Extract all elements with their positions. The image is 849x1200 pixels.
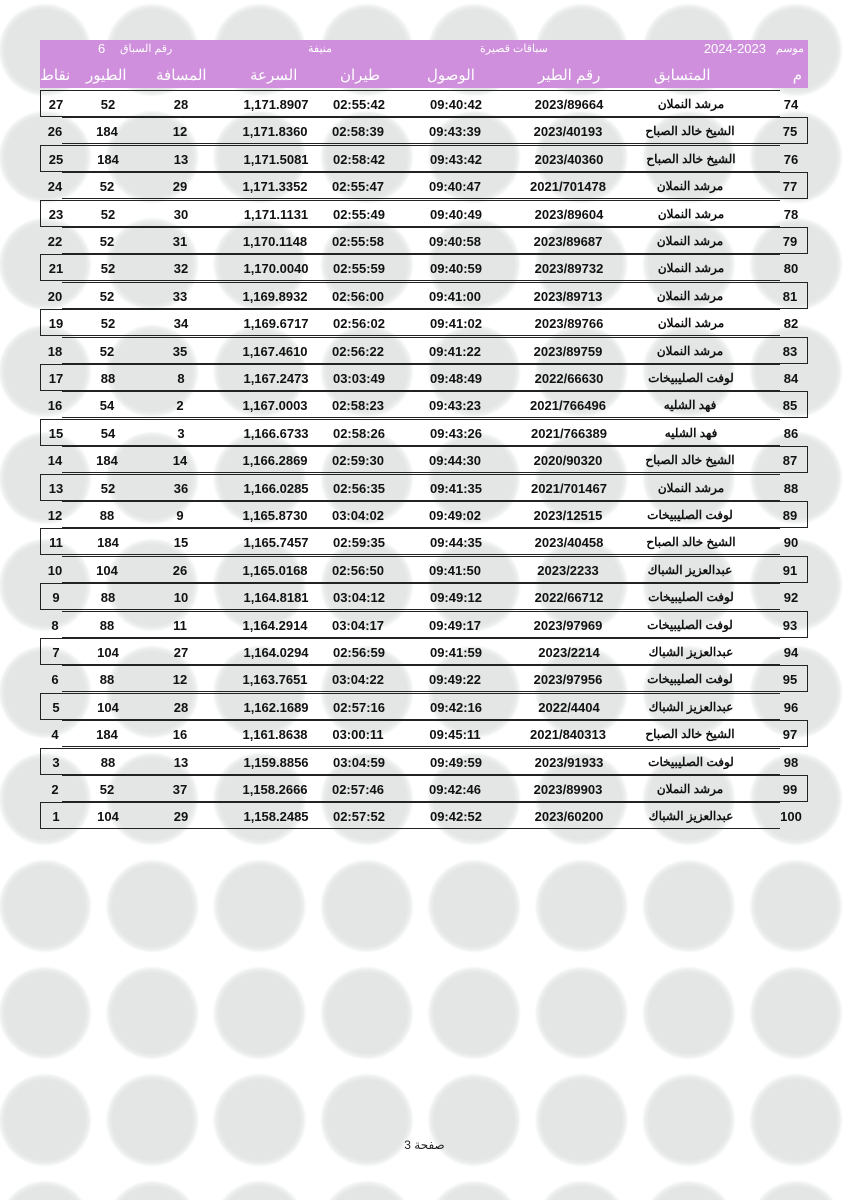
- cell-flight: 02:56:50: [331, 562, 385, 578]
- cell-points: 18: [47, 343, 63, 359]
- cell-competitor: فهد الشليه: [663, 398, 717, 413]
- cell-rank: 98: [783, 754, 799, 770]
- cell-distance: 8: [177, 371, 185, 386]
- cell-ring: 2023/89903: [533, 782, 603, 797]
- cell-birds: 88: [99, 617, 115, 633]
- cell-distance: 29: [173, 809, 189, 825]
- cell-distance: 27: [173, 645, 189, 660]
- cell-rank: 87: [782, 453, 798, 469]
- cell-birds: 88: [100, 754, 116, 770]
- cell-rank: 90: [783, 535, 799, 551]
- table-row: [51, 775, 808, 802]
- cell-flight: 02:59:30: [331, 453, 385, 469]
- table-row: [47, 117, 808, 144]
- cell-rank: 83: [782, 343, 798, 359]
- table-row: [40, 309, 799, 336]
- cell-flight: 03:04:17: [331, 617, 385, 633]
- cell-flight: 03:04:12: [332, 590, 386, 606]
- cell-arrival: 09:43:39: [428, 124, 482, 140]
- cell-speed: 1,165.8730: [242, 508, 308, 523]
- cell-flight: 02:57:46: [331, 782, 385, 797]
- table-row: [40, 693, 799, 720]
- table-row: [40, 638, 799, 665]
- cell-distance: 28: [173, 699, 189, 715]
- cell-ring: 2021/766389: [531, 425, 607, 441]
- cell-flight: 02:56:02: [332, 316, 386, 332]
- cell-distance: 13: [173, 754, 189, 770]
- cell-points: 27: [48, 97, 64, 112]
- table-header: [40, 40, 808, 88]
- cell-competitor: لوفت الصليبيخات: [647, 617, 733, 632]
- cell-competitor: الشيخ خالد الصباح: [645, 727, 735, 742]
- cell-points: 16: [47, 398, 63, 414]
- table-row: [40, 200, 799, 227]
- cell-flight: 02:59:35: [332, 535, 386, 551]
- cell-flight: 02:55:47: [331, 179, 385, 195]
- cell-rank: 75: [782, 124, 798, 140]
- cell-arrival: 09:48:49: [429, 371, 483, 386]
- cell-arrival: 09:44:30: [428, 453, 482, 469]
- cell-speed: 1,163.7651: [242, 672, 308, 688]
- cell-distance: 13: [173, 151, 189, 167]
- cell-speed: 1,166.0285: [243, 480, 309, 496]
- cell-distance: 28: [173, 97, 189, 112]
- cell-rank: 76: [783, 151, 799, 167]
- cell-arrival: 09:42:16: [429, 699, 483, 715]
- col-birds: الطيور: [86, 67, 127, 84]
- cell-points: 20: [47, 288, 63, 304]
- cell-ring: 2023/89604: [534, 206, 604, 222]
- table-row: [40, 528, 799, 555]
- cell-birds: 88: [100, 371, 116, 386]
- cell-points: 9: [52, 590, 60, 606]
- cell-rank: 77: [782, 179, 798, 195]
- race-type: سباقات قصيرة: [480, 43, 548, 55]
- cell-ring: 2023/2214: [538, 645, 600, 660]
- cell-rank: 74: [783, 97, 799, 112]
- cell-birds: 52: [99, 288, 115, 304]
- cell-rank: 85: [782, 398, 798, 414]
- table-row: [40, 364, 799, 391]
- cell-competitor: مرشد النملان: [657, 206, 725, 221]
- cell-ring: 2021/840313: [530, 727, 606, 743]
- cell-birds: 184: [96, 727, 118, 743]
- table-row: [40, 90, 799, 117]
- cell-birds: 52: [99, 179, 115, 195]
- cell-distance: 31: [172, 234, 188, 249]
- cell-points: 23: [48, 206, 64, 222]
- cell-rank: 81: [782, 288, 798, 304]
- page-number: صفحة 3: [404, 1138, 445, 1152]
- cell-birds: 54: [100, 425, 116, 441]
- cell-distance: 11: [173, 617, 187, 633]
- cell-points: 5: [52, 699, 60, 715]
- table-row: [51, 611, 808, 638]
- cell-speed: 1,169.6717: [243, 316, 309, 332]
- cell-ring: 2023/91933: [534, 754, 604, 770]
- cell-arrival: 09:40:47: [428, 179, 482, 195]
- cell-competitor: لوفت الصليبيخات: [648, 754, 734, 769]
- cell-distance: 14: [172, 453, 188, 469]
- cell-competitor: الشيخ خالد الصباح: [646, 535, 736, 550]
- cell-competitor: مرشد النملان: [657, 316, 725, 331]
- cell-competitor: لوفت الصليبيخات: [648, 590, 734, 605]
- col-flight: طيران: [340, 67, 380, 84]
- cell-rank: 89: [782, 508, 798, 523]
- cell-birds: 52: [100, 316, 116, 332]
- cell-ring: 2023/40360: [534, 151, 604, 167]
- cell-flight: 02:58:26: [332, 425, 386, 441]
- cell-distance: 12: [172, 124, 188, 140]
- cell-arrival: 09:41:35: [429, 480, 483, 496]
- cell-speed: 1,171.8907: [243, 97, 309, 112]
- cell-competitor: لوفت الصليبيخات: [648, 371, 734, 385]
- cell-speed: 1,159.8856: [243, 754, 309, 770]
- cell-flight: 03:04:59: [332, 754, 386, 770]
- cell-competitor: الشيخ خالد الصباح: [645, 124, 735, 139]
- cell-distance: 37: [172, 782, 188, 797]
- cell-arrival: 09:49:22: [428, 672, 482, 688]
- cell-flight: 02:56:59: [332, 645, 386, 660]
- cell-birds: 52: [100, 261, 116, 277]
- cell-points: 6: [51, 672, 59, 688]
- cell-ring: 2021/701467: [531, 480, 607, 496]
- cell-ring: 2023/60200: [534, 809, 604, 825]
- cell-rank: 97: [782, 727, 798, 743]
- cell-rank: 82: [783, 316, 799, 332]
- cell-points: 24: [47, 179, 63, 195]
- cell-points: 11: [49, 535, 63, 551]
- cell-distance: 33: [172, 288, 188, 304]
- cell-rank: 95: [782, 672, 798, 688]
- cell-ring: 2023/89713: [533, 288, 603, 304]
- cell-birds: 104: [96, 562, 118, 578]
- cell-rank: 86: [783, 425, 799, 441]
- cell-points: 26: [47, 124, 63, 140]
- table-row: [40, 748, 799, 775]
- cell-flight: 02:55:42: [332, 97, 386, 112]
- cell-ring: 2022/66630: [534, 371, 604, 386]
- cell-distance: 15: [173, 535, 189, 551]
- cell-birds: 88: [99, 508, 115, 523]
- cell-speed: 1,158.2485: [243, 809, 309, 825]
- cell-ring: 2022/4404: [538, 699, 600, 715]
- cell-birds: 54: [99, 398, 115, 414]
- cell-arrival: 09:41:59: [429, 645, 483, 660]
- season-label: موسم: [775, 43, 804, 55]
- col-points: نقاط: [40, 67, 71, 84]
- cell-rank: 99: [782, 782, 798, 797]
- table-row: [40, 419, 799, 446]
- cell-competitor: مرشد النملان: [656, 234, 724, 248]
- cell-points: 3: [52, 754, 60, 770]
- cell-speed: 1,167.2473: [243, 371, 309, 386]
- cell-competitor: عبدالعزيز الشباك: [648, 699, 734, 714]
- cell-arrival: 09:41:00: [428, 288, 482, 304]
- cell-ring: 2023/97956: [533, 672, 603, 688]
- cell-flight: 02:58:39: [331, 124, 385, 140]
- cell-points: 22: [47, 234, 63, 249]
- cell-arrival: 09:49:02: [428, 508, 482, 523]
- cell-speed: 1,164.2914: [242, 617, 308, 633]
- table-row: [47, 172, 808, 199]
- cell-rank: 92: [783, 590, 799, 606]
- cell-flight: 02:55:59: [332, 261, 386, 277]
- cell-points: 15: [48, 425, 64, 441]
- cell-points: 1: [52, 809, 60, 825]
- cell-speed: 1,171.8360: [242, 124, 308, 140]
- cell-rank: 78: [783, 206, 799, 222]
- cell-ring: 2021/701478: [530, 179, 606, 195]
- cell-rank: 79: [782, 234, 798, 249]
- cell-competitor: عبدالعزيز الشباك: [647, 562, 733, 577]
- cell-speed: 1,166.2869: [242, 453, 308, 469]
- cell-flight: 02:56:00: [331, 288, 385, 304]
- cell-speed: 1,165.0168: [242, 562, 308, 578]
- cell-competitor: مرشد النملان: [656, 343, 724, 358]
- cell-ring: 2023/12515: [533, 508, 603, 523]
- cell-speed: 1,166.6733: [243, 425, 309, 441]
- cell-birds: 88: [99, 672, 115, 688]
- location: منيفة: [308, 43, 332, 55]
- cell-flight: 03:03:49: [332, 371, 386, 386]
- table-row: [47, 501, 808, 528]
- cell-distance: 30: [173, 206, 189, 222]
- cell-competitor: مرشد النملان: [656, 179, 724, 194]
- cell-birds: 88: [100, 590, 116, 606]
- cell-speed: 1,161.8638: [242, 727, 308, 743]
- table-row: [51, 720, 808, 747]
- col-arrival: الوصول: [427, 67, 475, 84]
- cell-birds: 184: [96, 453, 118, 469]
- cell-birds: 104: [97, 645, 119, 660]
- col-competitor: المتسابق: [654, 67, 711, 84]
- col-speed: السرعة: [250, 67, 298, 84]
- table-row: [47, 282, 808, 309]
- cell-speed: 1,169.8932: [242, 288, 308, 304]
- cell-birds: 52: [99, 234, 115, 249]
- cell-distance: 3: [177, 425, 185, 441]
- cell-distance: 34: [173, 316, 189, 332]
- cell-birds: 104: [97, 809, 119, 825]
- cell-competitor: الشيخ خالد الصباح: [646, 151, 736, 166]
- cell-birds: 52: [100, 480, 116, 496]
- table-row: [47, 556, 808, 583]
- cell-rank: 88: [783, 480, 799, 496]
- cell-distance: 12: [172, 672, 188, 688]
- cell-distance: 26: [172, 562, 188, 578]
- cell-arrival: 09:45:11: [429, 727, 481, 743]
- cell-arrival: 09:40:58: [428, 234, 482, 249]
- cell-speed: 1,167.0003: [242, 398, 308, 414]
- cell-points: 21: [48, 261, 64, 277]
- cell-ring: 2023/89687: [533, 234, 603, 249]
- cell-ring: 2023/89664: [534, 97, 604, 112]
- cell-rank: 96: [783, 699, 799, 715]
- col-rank: م: [792, 67, 802, 84]
- cell-points: 7: [52, 645, 60, 660]
- cell-distance: 29: [172, 179, 188, 195]
- cell-ring: 2023/40193: [533, 124, 603, 140]
- cell-ring: 2023/89766: [534, 316, 604, 332]
- cell-birds: 184: [97, 151, 119, 167]
- cell-arrival: 09:49:12: [429, 590, 483, 606]
- table-row: [40, 802, 802, 829]
- cell-arrival: 09:40:42: [429, 97, 483, 112]
- cell-points: 4: [51, 727, 59, 743]
- cell-rank: 84: [783, 371, 799, 386]
- cell-speed: 1,162.1689: [243, 699, 309, 715]
- race-number-label: رقم السباق: [120, 43, 173, 55]
- cell-speed: 1,158.2666: [242, 782, 308, 797]
- cell-speed: 1,171.5081: [243, 151, 309, 167]
- cell-arrival: 09:41:02: [429, 316, 483, 332]
- cell-points: 13: [48, 480, 64, 496]
- table-row: [47, 446, 808, 473]
- cell-points: 8: [51, 617, 59, 633]
- cell-distance: 9: [176, 508, 184, 523]
- cell-competitor: مرشد النملان: [657, 97, 725, 111]
- cell-points: 14: [47, 453, 63, 469]
- cell-flight: 02:58:42: [332, 151, 386, 167]
- cell-speed: 1,171.3352: [242, 179, 308, 195]
- cell-distance: 35: [172, 343, 188, 359]
- cell-flight: 03:04:02: [331, 508, 385, 523]
- cell-birds: 184: [97, 535, 119, 551]
- cell-competitor: مرشد النملان: [656, 288, 724, 303]
- table-row: [40, 474, 799, 501]
- season: 2024-2023: [703, 41, 766, 56]
- table-row: [47, 391, 808, 418]
- cell-ring: 2023/89732: [534, 261, 604, 277]
- cell-ring: 2020/90320: [533, 453, 603, 469]
- cell-speed: 1,165.7457: [243, 535, 309, 551]
- table-row: [47, 337, 808, 364]
- cell-birds: 104: [97, 699, 119, 715]
- cell-competitor: عبدالعزيز الشباك: [648, 809, 734, 824]
- race-number: 6: [98, 41, 106, 56]
- cell-speed: 1,167.4610: [242, 343, 308, 359]
- cell-ring: 2023/97969: [533, 617, 603, 633]
- cell-points: 17: [48, 371, 64, 386]
- cell-distance: 16: [172, 727, 188, 743]
- cell-points: 19: [48, 316, 64, 332]
- table-row: [51, 665, 808, 692]
- table-row: [40, 145, 799, 172]
- cell-arrival: 09:42:52: [429, 809, 483, 825]
- cell-speed: 1,164.8181: [243, 590, 309, 606]
- table-row: [40, 583, 799, 610]
- cell-ring: 2023/89759: [533, 343, 603, 359]
- cell-competitor: مرشد النملان: [657, 261, 725, 276]
- table-row: [47, 227, 808, 254]
- cell-flight: 02:55:58: [331, 234, 385, 249]
- cell-competitor: لوفت الصليبيخات: [647, 508, 733, 522]
- col-distance: المسافة: [156, 67, 207, 84]
- cell-ring: 2021/766496: [530, 398, 606, 414]
- cell-flight: 02:56:35: [332, 480, 386, 496]
- cell-arrival: 09:43:42: [429, 151, 483, 167]
- cell-arrival: 09:41:50: [428, 562, 482, 578]
- cell-arrival: 09:41:22: [428, 343, 482, 359]
- cell-flight: 02:55:49: [332, 206, 386, 222]
- cell-ring: 2023/40458: [534, 535, 604, 551]
- cell-speed: 1,170.1148: [242, 234, 308, 249]
- cell-competitor: مرشد النملان: [657, 480, 725, 495]
- cell-flight: 03:00:11: [332, 727, 384, 743]
- cell-flight: 02:57:16: [332, 699, 386, 715]
- cell-birds: 52: [99, 782, 115, 797]
- cell-birds: 184: [96, 124, 118, 140]
- cell-arrival: 09:43:26: [429, 425, 483, 441]
- cell-birds: 52: [100, 97, 116, 112]
- cell-flight: 02:58:23: [331, 398, 385, 414]
- cell-arrival: 09:49:59: [429, 754, 483, 770]
- cell-points: 10: [47, 562, 63, 578]
- cell-rank: 91: [782, 562, 798, 578]
- cell-competitor: عبدالعزيز الشباك: [648, 645, 734, 659]
- cell-arrival: 09:40:59: [429, 261, 483, 277]
- cell-arrival: 09:40:49: [429, 206, 483, 222]
- cell-speed: 1,170.0040: [243, 261, 309, 277]
- cell-birds: 52: [100, 206, 116, 222]
- cell-rank: 93: [782, 617, 798, 633]
- cell-distance: 10: [173, 590, 189, 606]
- cell-flight: 02:56:22: [331, 343, 385, 359]
- cell-distance: 2: [176, 398, 184, 414]
- cell-competitor: مرشد النملان: [656, 782, 724, 796]
- cell-flight: 02:57:52: [332, 809, 386, 825]
- cell-rank: 100: [780, 809, 802, 825]
- col-ring: رقم الطير: [538, 67, 601, 84]
- cell-points: 2: [51, 782, 59, 797]
- cell-distance: 32: [173, 261, 189, 277]
- cell-ring: 2023/2233: [537, 562, 599, 578]
- cell-flight: 03:04:22: [331, 672, 385, 688]
- cell-points: 25: [48, 151, 64, 167]
- cell-ring: 2022/66712: [534, 590, 604, 606]
- cell-competitor: الشيخ خالد الصباح: [645, 453, 735, 468]
- table-row: [40, 254, 799, 281]
- cell-arrival: 09:43:23: [428, 398, 482, 414]
- cell-arrival: 09:49:17: [428, 617, 482, 633]
- cell-speed: 1,171.1131: [243, 206, 309, 222]
- cell-competitor: لوفت الصليبيخات: [647, 672, 733, 687]
- cell-competitor: فهد الشليه: [664, 425, 718, 440]
- cell-arrival: 09:44:35: [429, 535, 483, 551]
- cell-points: 12: [47, 508, 63, 523]
- cell-birds: 52: [99, 343, 115, 359]
- cell-rank: 94: [783, 645, 799, 660]
- cell-speed: 1,164.0294: [243, 645, 309, 660]
- cell-distance: 36: [173, 480, 189, 496]
- cell-rank: 80: [783, 261, 799, 277]
- cell-arrival: 09:42:46: [428, 782, 482, 797]
